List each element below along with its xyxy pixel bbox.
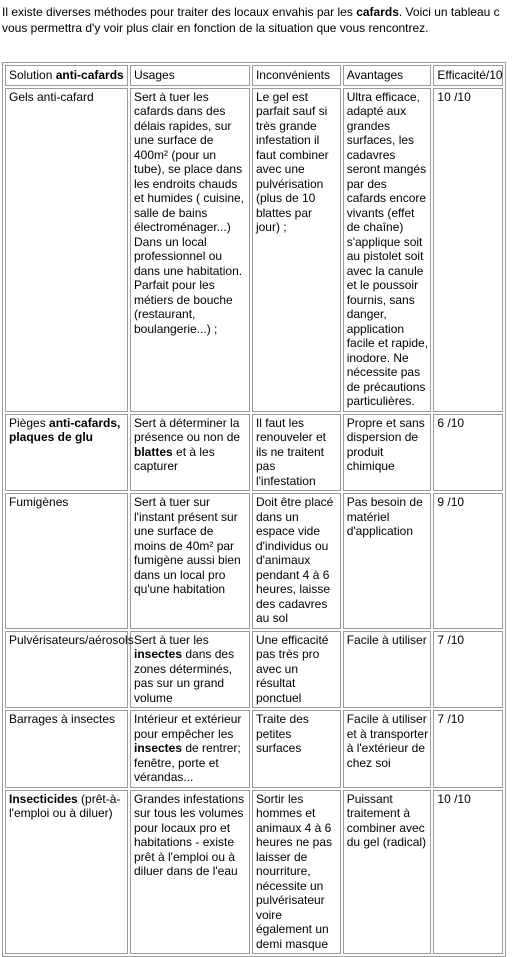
cell-usages: Sert à tuer sur l'instant présent sur une surface de moins de 40m² par fumigène aussi bien dans un local pro qu'une habitation	[130, 493, 250, 629]
cell-solution	[5, 414, 128, 492]
cell-avantages: Propre et sans dispersion de produit chimique	[343, 414, 432, 492]
table-row	[5, 790, 503, 955]
table-row	[5, 88, 503, 412]
intro-line-2: vous permettra d'y voir plus clair en fonction de la situation que vous rencontrez.	[2, 21, 429, 35]
cell-inconvenients: Une efficacité pas très pro avec un résultat ponctuel	[252, 631, 341, 709]
cell-inconvenients: Sortir les hommes et animaux 4 à 6 heures ne pas laisser de nourriture, nécessite un pulvérisateur voire également un demi masque	[252, 790, 341, 955]
cell-solution-tail: (prêt-à-l'emploi ou à diluer)	[9, 791, 121, 820]
cell-usages-bold: insectes	[134, 741, 183, 755]
cell-solution: Fumigènes	[5, 493, 128, 629]
intro-text	[2, 4, 513, 36]
header-solution-text: Solution	[9, 68, 56, 82]
cell-efficacite: 10 /10	[433, 88, 503, 412]
intro-line-1-tail: . Voici un tableau c	[398, 5, 500, 19]
cell-avantages: Facile à utiliser et à transporter à l'extérieur de chez soi	[343, 710, 432, 788]
cell-usages-text: Sert à tuer les	[134, 632, 209, 647]
header-avantages: Avantages	[343, 65, 432, 86]
cell-efficacite: 9 /10	[433, 493, 503, 629]
cell-usages	[130, 631, 250, 709]
header-solution	[5, 65, 128, 86]
cell-usages-text: Intérieur et extérieur pour empêcher les	[134, 712, 242, 741]
intro-keyword-cafards: cafards	[356, 5, 399, 19]
cell-avantages: Pas besoin de matériel d'application	[343, 493, 432, 629]
cell-avantages: Puissant traitement à combiner avec du gel (radical)	[343, 790, 432, 955]
header-solution-bold: anti-cafards	[55, 68, 124, 82]
cell-usages-tail: de rentrer; fenêtre, porte et vérandas...	[134, 741, 241, 784]
cell-solution-bold: Insecticides	[9, 791, 78, 806]
cell-solution: Pulvérisateurs/aérosols	[5, 631, 128, 709]
cell-solution: Gels anti-cafard	[5, 88, 128, 412]
header-usages: Usages	[130, 65, 250, 86]
cell-inconvenients: Traite des petites surfaces	[252, 710, 341, 788]
table-row	[5, 414, 503, 492]
cell-usages	[130, 710, 250, 788]
cell-usages-bold: blattes	[134, 444, 173, 459]
cell-usages: Grandes infestations sur tous les volumes pour locaux pro et habitations - existe prêt à l'emploi ou à diluer dans de l'eau	[130, 790, 250, 955]
cell-solution: Barrages à insectes	[5, 710, 128, 788]
intro-line-1	[2, 4, 513, 20]
cell-solution	[5, 790, 128, 955]
cell-solution-bold: anti-cafards, plaques de glu	[9, 415, 121, 444]
cell-usages	[130, 414, 250, 492]
table-row	[5, 493, 503, 629]
cell-usages-tail: dans des zones déterminés, pas sur un grand volume	[134, 647, 235, 705]
cell-usages-tail: et à les capturer	[134, 444, 215, 473]
cell-usages-text: Sert à déterminer la présence ou non de	[134, 415, 241, 444]
table-header-row	[5, 65, 503, 86]
cell-inconvenients: Le gel est parfait sauf si très grande infestation il faut combiner avec une pulvérisation (plus de 10 blattes par jour) ;	[252, 88, 341, 412]
cell-solution-text: Pièges	[9, 415, 50, 430]
table-row	[5, 631, 503, 709]
cell-inconvenients: Doit être placé dans un espace vide d'individus ou d'animaux pendant 4 à 6 heures, laisse des cadavres au sol	[252, 493, 341, 629]
intro-line-1-text: Il existe diverses méthodes pour traiter des locaux envahis par les	[2, 5, 357, 19]
cell-efficacite: 10 /10	[433, 790, 503, 955]
cell-avantages: Ultra efficace, adapté aux grandes surfaces, les cadavres seront mangés par des cafards encore vivants (effet de chaîne) s'applique soit au pistolet soit avec la canule et le poussoir fournis, sans danger, application facile et rapide, inodore. Ne nécessite pas de précautions particulières.	[343, 88, 432, 412]
cell-avantages: Facile à utiliser	[343, 631, 432, 709]
comparison-table	[2, 62, 506, 957]
cell-inconvenients: Il faut les renouveler et ils ne traitent pas l'infestation	[252, 414, 341, 492]
table-row	[5, 710, 503, 788]
header-inconvenients: Inconvénients	[252, 65, 341, 86]
cell-usages-bold: insectes	[134, 647, 183, 661]
header-efficacite: Efficacité/10	[433, 65, 503, 86]
cell-usages: Sert à tuer les cafards dans des délais rapides, sur une surface de 400m² (pour un tube), se place dans les endroits chauds et humides ( cuisine, salle de bains électroménager...) Dans un local professionnel ou dans une habitation. Parfait pour les métiers de bouche (restaurant, boulangerie...) ;	[130, 88, 250, 412]
cell-efficacite: 7 /10	[433, 631, 503, 709]
cell-efficacite: 6 /10	[433, 414, 503, 492]
cell-efficacite: 7 /10	[433, 710, 503, 788]
